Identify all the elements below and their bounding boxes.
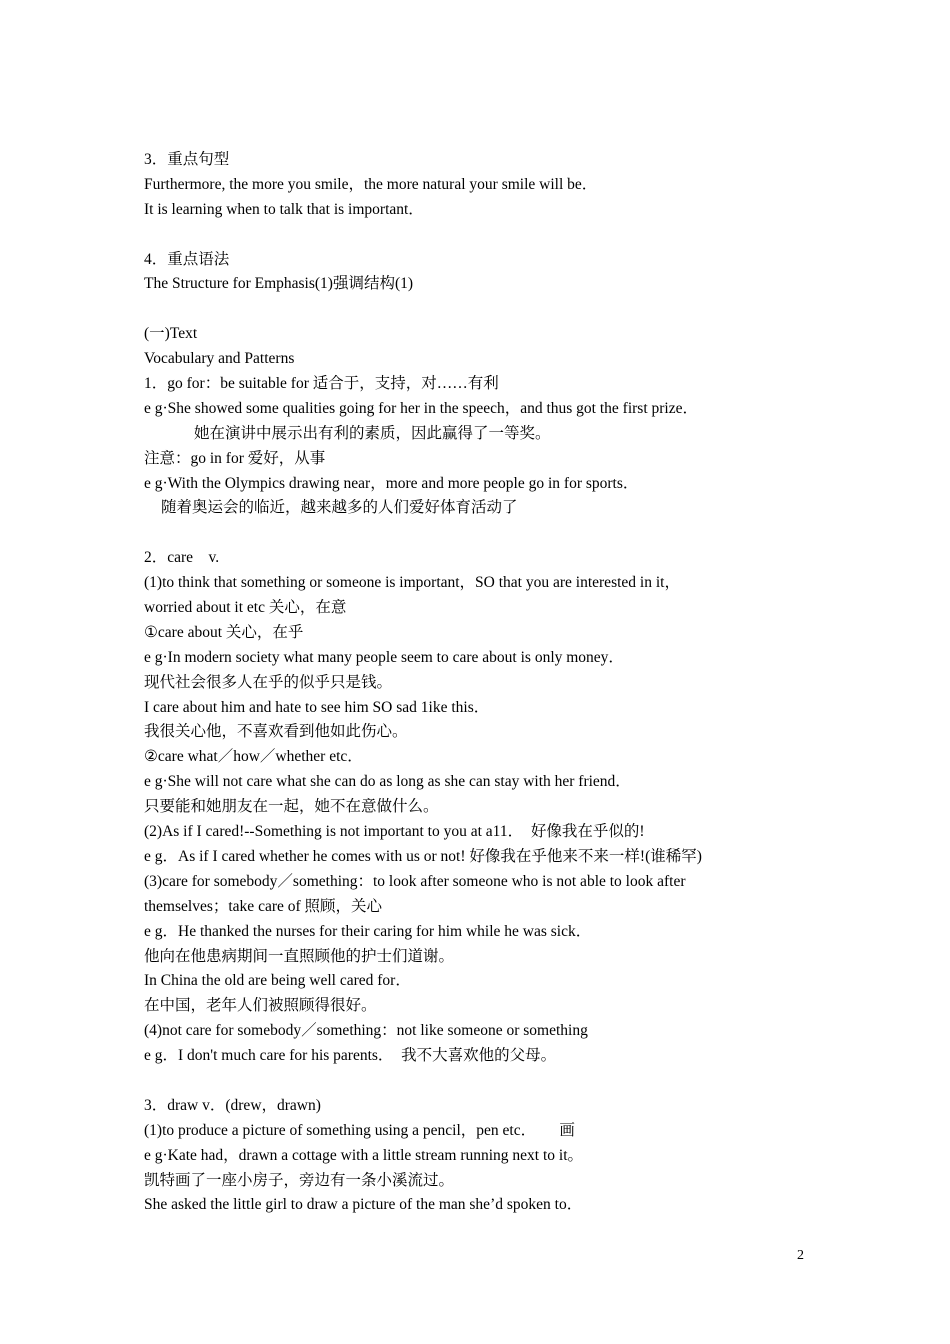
text-line: 凯特画了一座小房子，旁边有一条小溪流过。 [144, 1171, 455, 1189]
document-body [144, 148, 824, 1218]
text-line: 我很关心他，不喜欢看到他如此伤心。 [144, 723, 408, 741]
text-line: It is learning when to talk that is important． [144, 200, 424, 218]
text-line: (1)to think that something or someone is important，SO that you are interested in it， [144, 574, 680, 592]
text-line: Vocabulary and Patterns [144, 350, 295, 368]
blank-line [144, 1069, 824, 1094]
text-line: I care about him and hate to see him SO sad 1ike this． [144, 698, 490, 716]
text-line: e g．I don't much care for his parents． 我不大喜欢他的父母。 [144, 1047, 557, 1065]
text-line: (3)care for somebody／something：to look after someone who is not able to look after [144, 872, 686, 890]
text-line: (一)Text [144, 325, 198, 343]
text-line: e g·In modern society what many people seem to care about is only money． [144, 648, 624, 666]
text-line: 他向在他患病期间一直照顾他的护士们道谢。 [144, 947, 455, 965]
text-line: worried about it etc 关心，在意 [144, 599, 347, 617]
text-line: 只要能和她朋友在一起，她不在意做什么。 [144, 798, 439, 816]
page-number: 2 [797, 1248, 804, 1263]
blank-line [144, 521, 824, 546]
text-line: ②care what／how／whether etc． [144, 748, 363, 766]
text-line: 3．draw v．(drew，drawn) [144, 1096, 321, 1114]
text-line: She asked the little girl to draw a picture of the man she’d spoken to． [144, 1196, 583, 1214]
text-line: e g·Kate had，drawn a cottage with a little stream running next to it。 [144, 1146, 584, 1164]
text-line: Furthermore, the more you smile，the more natural your smile will be． [144, 175, 598, 193]
text-line: e g．He thanked the nurses for their caring for him while he was sick． [144, 922, 592, 940]
text-line: e g·She showed some qualities going for her in the speech，and thus got the first prize． [144, 399, 698, 417]
text-line: (2)As if I cared!--Something is not important to you at a11． 好像我在乎似的! [144, 823, 645, 841]
blank-line [144, 297, 824, 322]
text-line: 在中国，老年人们被照顾得很好。 [144, 997, 377, 1015]
text-line: In China the old are being well cared for． [144, 972, 411, 990]
text-line: 1．go for：be suitable for 适合于，支持，对……有利 [144, 375, 499, 393]
text-line: e g·She will not care what she can do as long as she can stay with her friend． [144, 773, 631, 791]
text-line: 3．重点句型 [144, 151, 230, 168]
text-line: 4．重点语法 [144, 250, 230, 268]
text-line: 2．care v. [144, 549, 220, 567]
text-line: themselves；take care of 照顾，关心 [144, 897, 383, 915]
text-line: (4)not care for somebody／something：not like someone or something [144, 1022, 588, 1040]
text-line: The Structure for Emphasis(1)强调结构(1) [144, 275, 414, 293]
text-line: 现代社会很多人在乎的似乎只是钱。 [144, 673, 393, 691]
text-line: 随着奥运会的临近，越来越多的人们爱好体育活动了 [161, 499, 518, 517]
text-line: (1)to produce a picture of something using a pencil，pen etc． 画 [144, 1121, 575, 1139]
text-line: e g．As if I cared whether he comes with us or not! 好像我在乎他来不来一样!(谁稀罕) [144, 847, 702, 865]
blank-line [144, 223, 824, 248]
text-line: 注意：go in for 爱好，从事 [144, 449, 326, 467]
text-line: ①care about 关心，在乎 [144, 623, 304, 641]
text-line: 她在演讲中展示出有利的素质，因此赢得了一等奖。 [194, 424, 551, 442]
text-line: e g·With the Olympics drawing near，more and more people go in for sports． [144, 474, 639, 492]
